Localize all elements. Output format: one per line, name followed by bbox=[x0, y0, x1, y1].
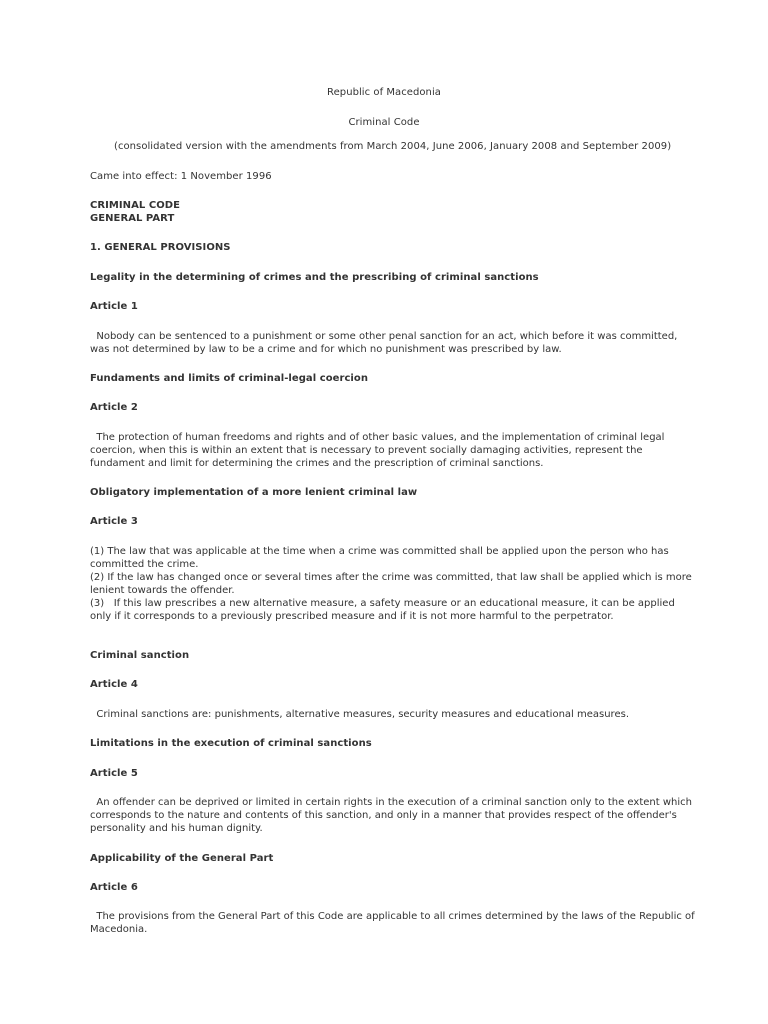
section-title: Obligatory implementation of a more lenient criminal law bbox=[90, 487, 418, 498]
document-country: Republic of Macedonia bbox=[327, 87, 441, 98]
article-text bbox=[90, 708, 690, 721]
article-line: corresponds to the nature and contents of this sanction, and only in a manner that provides respect of the offender's bbox=[90, 810, 677, 821]
article-line: lenient towards the offender. bbox=[90, 585, 235, 596]
effect-date: Came into effect: 1 November 1996 bbox=[90, 171, 272, 182]
article-heading: Article 1 bbox=[90, 301, 138, 312]
article-line: only if it corresponds to a previously prescribed measure and if it is not more harmful to the perpetrator. bbox=[90, 611, 614, 622]
article-text bbox=[90, 545, 690, 623]
article-line: fundament and limit for determining the crimes and the prescription of criminal sanctions. bbox=[90, 458, 544, 469]
article-heading: Article 6 bbox=[90, 882, 138, 893]
article-line: was not determined by law to be a crime and for which no punishment was prescribed by law. bbox=[90, 344, 562, 355]
article-line: personality and his human dignity. bbox=[90, 823, 263, 834]
section-title: Applicability of the General Part bbox=[90, 853, 274, 864]
article-line: (3) If this law prescribes a new alternative measure, a safety measure or an educational measure, it can be applied bbox=[90, 598, 675, 609]
article-line: coercion, when this is within an extent that is necessary to prevent socially damaging activities, represent the bbox=[90, 445, 643, 456]
article-text bbox=[90, 796, 690, 835]
article-line: An offender can be deprived or limited in certain rights in the execution of a criminal sanction only to the extent which bbox=[90, 797, 692, 808]
heading-criminal-code: CRIMINAL CODE bbox=[90, 200, 181, 211]
section-general-provisions: 1. GENERAL PROVISIONS bbox=[90, 242, 231, 253]
article-heading: Article 3 bbox=[90, 516, 138, 527]
article-text bbox=[90, 910, 695, 936]
article-line: (2) If the law has changed once or several times after the crime was committed, that law shall be applied which is more bbox=[90, 572, 692, 583]
consolidated-note: (consolidated version with the amendments from March 2004, June 2006, January 2008 and September 2009) bbox=[114, 141, 672, 152]
article-line: The provisions from the General Part of this Code are applicable to all crimes determined by the laws of the Republic of bbox=[90, 911, 695, 922]
section-title: Legality in the determining of crimes and the prescribing of criminal sanctions bbox=[90, 272, 539, 283]
article-heading: Article 5 bbox=[90, 768, 138, 779]
article-text bbox=[90, 330, 690, 356]
section-title: Limitations in the execution of criminal sanctions bbox=[90, 738, 372, 749]
section-title: Fundaments and limits of criminal-legal coercion bbox=[90, 373, 368, 384]
heading-general-part: GENERAL PART bbox=[90, 213, 175, 224]
article-line: Macedonia. bbox=[90, 924, 148, 935]
article-line: committed the crime. bbox=[90, 559, 199, 570]
article-line: The protection of human freedoms and rights and of other basic values, and the implementation of criminal legal bbox=[90, 432, 665, 443]
article-line: (1) The law that was applicable at the time when a crime was committed shall be applied upon the person who has bbox=[90, 546, 669, 557]
article-heading: Article 4 bbox=[90, 679, 138, 690]
article-text bbox=[90, 431, 690, 470]
section-title: Criminal sanction bbox=[90, 650, 190, 661]
article-line: Criminal sanctions are: punishments, alternative measures, security measures and educational measures. bbox=[90, 709, 629, 720]
article-heading: Article 2 bbox=[90, 402, 138, 413]
document-title: Criminal Code bbox=[348, 117, 420, 128]
article-line: Nobody can be sentenced to a punishment or some other penal sanction for an act, which before it was committed, bbox=[90, 331, 678, 342]
